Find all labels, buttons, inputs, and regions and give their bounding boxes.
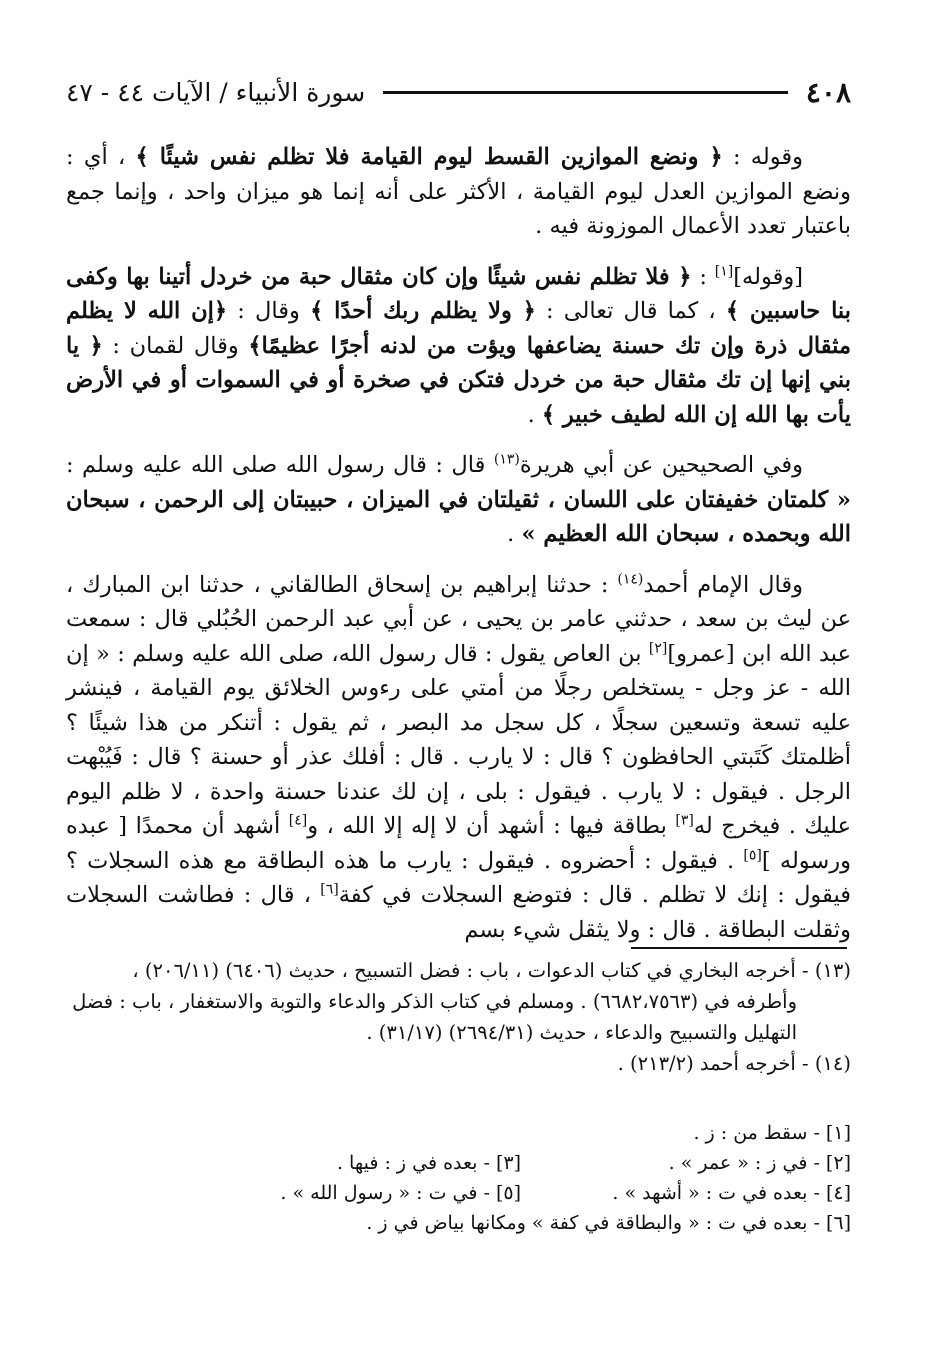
quran-quote: ﴿إن الله لا يظلم مثقال ذرة وإن تك حسنة يضاعفها ويؤت من لدنه أجرًا عظيمًا﴾ bbox=[66, 298, 851, 359]
text-run: : bbox=[691, 263, 715, 290]
footnote-ref: (١٣) bbox=[493, 451, 520, 468]
variant-note: [٤] - بعده في ت : « أشهد » . bbox=[612, 1182, 851, 1204]
quran-quote: ﴿ ولا يظلم ربك أحدًا ﴾ bbox=[310, 298, 536, 324]
variant-ref: [٢] bbox=[648, 640, 668, 656]
variant-note: [١] - سقط من : ز . bbox=[693, 1122, 851, 1144]
text-run: ، كما قال تعالى : bbox=[535, 298, 726, 324]
quran-quote: ﴿ يا بني إنها إن تك مثقال حبة من خردل فتكن في صخرة أو في السموات أو في الأرض يأت بها الله إن الله لطيف خبير ﴾ bbox=[66, 332, 851, 428]
variant-row bbox=[66, 1208, 851, 1238]
footnote-rule bbox=[631, 947, 847, 949]
footnote-14: (١٤) - أخرجه أحمد (٢١٣/٢) . bbox=[617, 1052, 851, 1075]
variant-ref: [١] bbox=[714, 263, 734, 279]
text-run: قال : قال رسول الله صلى الله عليه وسلم : bbox=[66, 452, 494, 478]
text-run: وقال الإمام أحمد bbox=[643, 571, 803, 598]
variant-row bbox=[66, 1178, 851, 1208]
variant-row bbox=[66, 1148, 851, 1178]
text-run: وفي الصحيحين عن أبي هريرة bbox=[519, 452, 804, 478]
paragraph-4 bbox=[66, 568, 851, 948]
page-header bbox=[66, 72, 851, 112]
text-run: أشهد أن محمدًا [ عبده ورسوله ] bbox=[66, 813, 852, 874]
variant-ref: [٥] bbox=[743, 847, 762, 863]
paragraph-2 bbox=[66, 260, 851, 433]
variant-ref: [٦] bbox=[320, 881, 339, 898]
header-rule bbox=[383, 91, 788, 94]
page-number: ٤٠٨ bbox=[805, 75, 851, 109]
variant-note: [٢] - في ز : « عمر » . bbox=[668, 1152, 851, 1174]
footnote-13-continued: وأطرفه في (٦٦٨٢،٧٥٦٣) . ومسلم في كتاب الذكر والدعاء والتوبة والاستغفار ، باب : فضل التهليل والتسبيح والدعاء ، حديث (٢٦٩٤/٣١) (٣١/١٧) . bbox=[72, 990, 797, 1044]
text-run: وقال : bbox=[227, 298, 311, 324]
text-run: بطاقة فيها : أشهد أن لا إله إلا الله ، و bbox=[307, 813, 676, 839]
text-run: [وقوله] bbox=[733, 263, 803, 290]
paragraph-3 bbox=[66, 448, 851, 552]
quran-quote: ﴿ ونضع الموازين القسط ليوم القيامة فلا تظلم نفس شيئًا ﴾ bbox=[135, 144, 723, 170]
variant-note: [٣] - بعده في ز : فيها . bbox=[336, 1152, 521, 1174]
footnotes bbox=[66, 955, 851, 1079]
text-run: ، قال : فطاشت السجلات وثقلت البطاقة . قال : ولا يثقل شيء بسم bbox=[66, 882, 851, 943]
text-run: ، أي : ونضع الموازين العدل ليوم القيامة ، الأكثر على أنه إنما هو ميزان واحد ، وإنما جمع باعتبار تعدد الأعمال الموزونة فيه . bbox=[66, 144, 851, 239]
running-title: سورة الأنبياء / الآيات ٤٤ - ٤٧ bbox=[66, 77, 366, 107]
text-run: . bbox=[527, 401, 542, 428]
text-run: بن العاص يقول : قال رسول الله، صلى الله عليه وسلم : « إن الله - عز وجل - يستخلص رجلًا من أمتي على رءوس الخلائق يوم القيامة ، فينشر عليه تسعة وتسعين سجلًا ، كل سجل مد البصر ، ثم يقول : أتنكر من هذا شيئًا ؟ أظلمتك كَتَبتي الحافظون ؟ قال : لا يارب . قال : أفلك عذر أو حسنة ؟ قال : فَيُبْهت الرجل . فيقول : لا يارب . فيقول : بلى ، إن لك عندنا حسنة واحدة ، لا ظلم اليوم عليك . فيخرج له bbox=[66, 640, 852, 839]
quran-quote: ﴿ فلا تظلم نفس شيئًا وإن كان مثقال حبة من خردل أتينا بها وكفى بنا حاسبين ﴾ bbox=[66, 263, 851, 324]
text-run: وقوله : bbox=[722, 144, 803, 170]
paragraph-1 bbox=[66, 140, 851, 244]
variant-row bbox=[66, 1118, 851, 1148]
main-text bbox=[66, 140, 851, 955]
variant-note: [٦] - بعده في ت : « والبطاقة في كفة » ومكانها بياض في ز . bbox=[366, 1212, 851, 1234]
variant-ref: [٣] bbox=[675, 812, 694, 829]
text-run: . فيقول : أحضروه . فيقول : يارب ما هذه البطاقة مع هذه السجلات ؟ فيقول : إنك لا تظلم . قال : فتوضع السجلات في كفة bbox=[66, 847, 851, 908]
footnote-ref: (١٤) bbox=[617, 571, 644, 587]
variant-notes bbox=[66, 1118, 851, 1238]
text-run: . bbox=[507, 521, 522, 547]
variant-ref: [٤] bbox=[288, 812, 308, 829]
hadith-quote: « كلمتان خفيفتان على اللسان ، ثقيلتان في الميزان ، حبيبتان إلى الرحمن ، سبحان الله وبحمده ، سبحان الله العظيم » bbox=[66, 486, 851, 547]
footnote-13-line: (١٣) - أخرجه البخاري في كتاب الدعوات ، باب : فضل التسبيح ، حديث (٦٤٠٦) (٢٠٦/١١) ، bbox=[132, 959, 851, 982]
text-run: وقال لقمان : bbox=[102, 332, 249, 359]
text-run: : حدثنا إبراهيم بن إسحاق الطالقاني ، حدثنا ابن المبارك ، عن ليث بن سعد ، حدثني عامر بن يحيى ، عن أبي عبد الرحمن الحُبُلي قال : سمعت عبد الله ابن [عمرو] bbox=[66, 571, 851, 667]
variant-note: [٥] - في ت : « رسول الله » . bbox=[280, 1182, 521, 1204]
